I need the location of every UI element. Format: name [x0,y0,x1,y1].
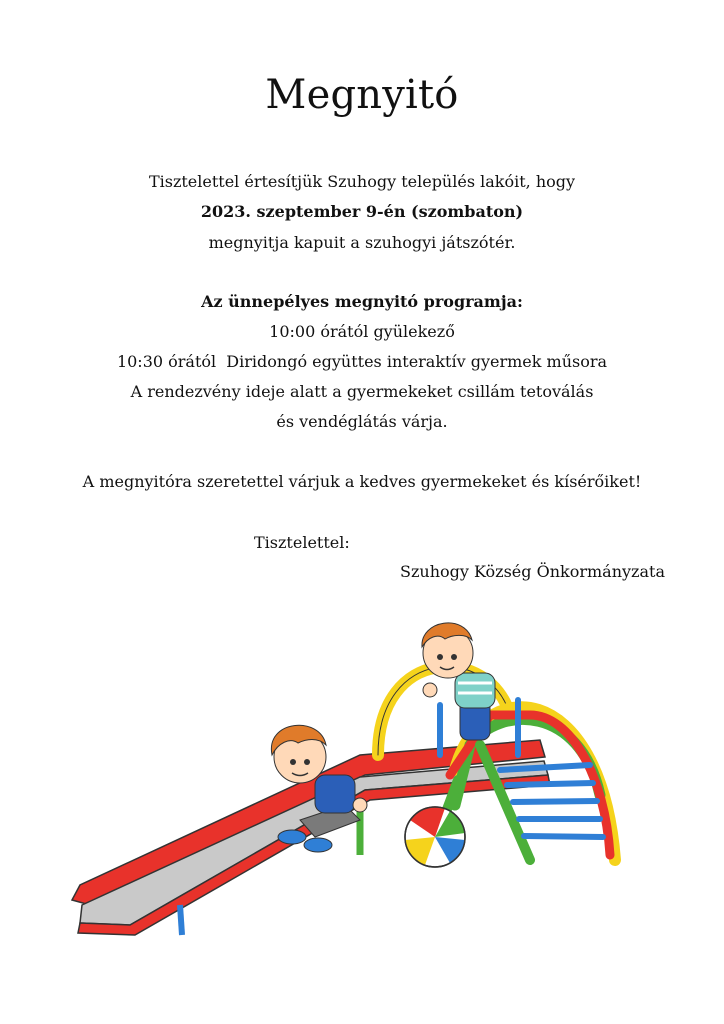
program-item: 10:30 órától Diridongó együttes interaktív gyermek műsora [116,352,608,371]
event-date: 2023. szeptember 9-én (szombaton) [200,202,524,221]
program-item: A rendezvény ideje alatt a gyermekeket csillám tetoválás [130,382,594,401]
closing-greeting: Tisztelettel: [254,533,350,552]
boy-standing [422,623,495,740]
signature: Szuhogy Község Önkormányzata [400,562,665,581]
intro-line: megnyitja kapuit a szuhogyi játszótér. [208,233,516,252]
intro-line: Tisztelettel értesítjük Szuhogy település lakóit, hogy [148,172,576,191]
invitation-text: A megnyitóra szeretettel várjuk a kedves gyermekeket és kísérőiket! [82,472,642,491]
beach-ball [405,806,465,867]
program-heading: Az ünnepélyes megnyitó programja: [201,292,523,311]
program-item: 10:00 órától gyülekező [269,322,455,341]
program-item: és vendéglátás várja. [276,412,448,431]
boy-sliding [271,725,367,852]
children-on-slide-illustration [60,605,660,945]
page-title: Megnyitó [265,72,459,118]
